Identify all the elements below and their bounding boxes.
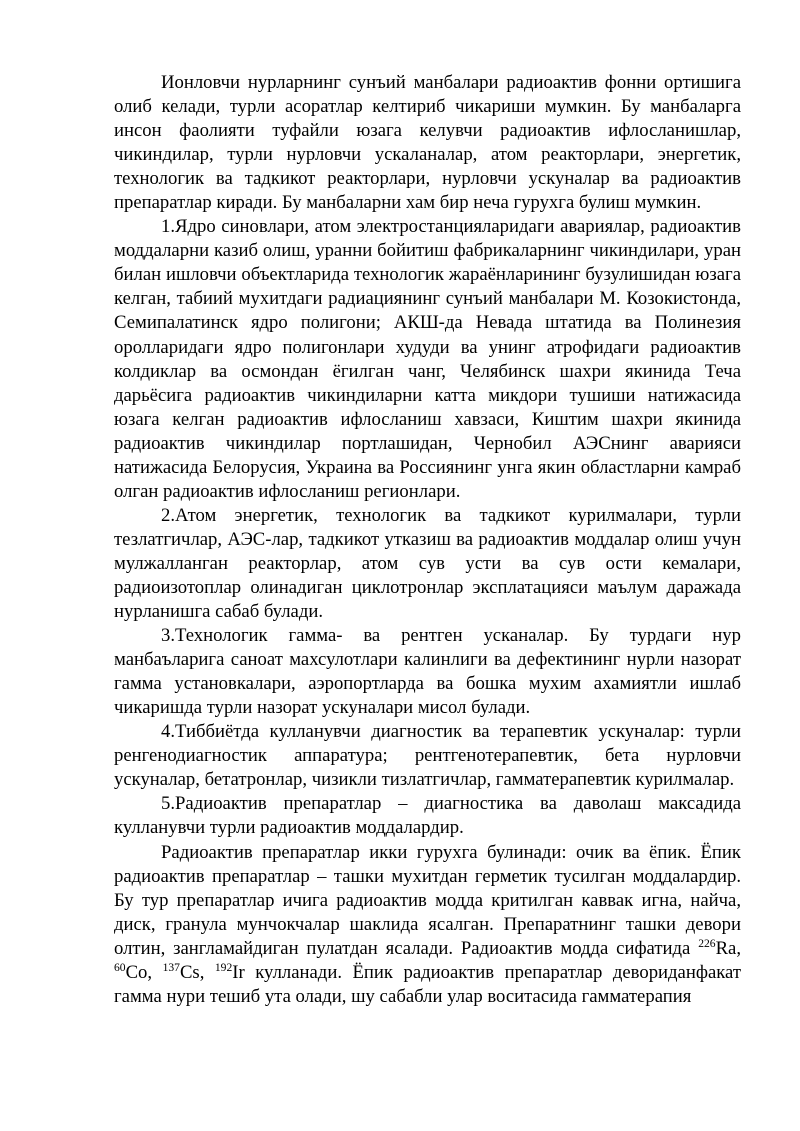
document-page <box>114 71 741 1009</box>
isotope-mass: 60 <box>114 960 126 974</box>
paragraph-text-start: Радиоактив препаратлар икки гурухга булинади: очик ва ёпик. Ёпик радиоактив препаратлар – ташки мухитдан герметик тусилган моддалардир. Бу тур препаратлар ичига радиоактив модда критилган каввак игна, найча, диск, гранула мунчокчалар шаклида ясалган. Препаратнинг ташки девори олтин, зангламайдиган пулатдан ясалади. Радиоактив модда сифатида <box>114 841 741 959</box>
paragraph-item-5: 5.Радиоактив препаратлар – диагностика ва даволаш максадида кулланувчи турли радиоактив моддалардир. <box>114 793 741 839</box>
isotope-symbol: Ir <box>232 961 245 983</box>
isotope-separator: , <box>199 961 215 983</box>
isotope-symbol: Co <box>125 961 148 983</box>
paragraph-item-3: 3.Технологик гамма- ва рентген усканалар. Бу турдаги нур манбаъларига саноат махсулотлари калинлиги ва дефектининг нурли назорат гамма установкалари, аэропортларда ва бошка мухим ахамиятли ишлаб чикаришда турли назорат ускуналари мисол булади. <box>114 625 741 719</box>
isotope-mass: 137 <box>162 960 180 974</box>
isotope-symbol: Cs <box>179 961 200 983</box>
isotope-separator: , <box>736 937 741 959</box>
paragraph-item-4: 4.Тиббиётда кулланувчи диагностик ва терапевтик ускуналар: турли ренгенодиагностик аппаратура; рентгенотерапевтик, бета нурловчи ускуналар, бетатронлар, чизикли тизлатгичлар, гамматерапевтик курилмалар. <box>114 721 741 791</box>
paragraph-intro: Ионловчи нурларнинг сунъий манбалари радиоактив фонни ортишига олиб келади, турли асоратлар келтириб чикариши мумкин. Бу манбаларга инсон фаолияти туфайли юзага келувчи радиоактив ифлосланишлар, чикиндилар, турли нурловчи ускаланалар, атом реакторлари, энергетик, технологик ва тадкикот реакторлари, нурловчи ускуналар ва радиоактив препаратлар киради. Бу манбаларни хам бир неча гурухга булиш мумкин. <box>114 72 741 214</box>
isotope-mass: 192 <box>214 960 233 974</box>
isotope-separator: , <box>147 961 163 983</box>
isotope-separator <box>245 962 256 983</box>
paragraph-preparations <box>114 841 741 1009</box>
isotope-mass: 226 <box>698 936 716 950</box>
isotope-symbol: Ra <box>715 937 737 959</box>
paragraph-text-end: кулланади. Ёпик радиоактив препаратлар девориданфакат гамма нури тешиб ута олади, шу сабабли улар воситасида гамматерапия <box>114 961 742 1007</box>
paragraph-item-2: 2.Атом энергетик, технологик ва тадкикот курилмалари, турли тезлатгичлар, АЭС-лар, тадкикот утказиш ва радиоактив моддалар олиш учун мулжалланган реакторлар, атом сув усти ва сув ости кемалари, радиоизотоплар олинадиган циклотронлар эксплатацияси маълум даражада нурланишга сабаб булади. <box>114 504 741 623</box>
paragraph-item-1: 1.Ядро синовлари, атом электростанцияларидаги авариялар, радиоактив моддаларни казиб олиш, уранни бойитиш фабрикаларнинг чикиндилари, уран билан ишловчи объектларида технологик жараёнларининг бузулишидан юзага келган, табиий мухитдаги радиациянинг сунъий манбалари М. Козокистонда, Семипалатинск ядро полигони; АКШ-да Невада штатида ва Полинезия оролларидаги ядро полигонлари худуди ва унинг атрофидаги радиоактив колдиклар ва осмондан ёгилган чанг, Челябинск шахри якинида Теча дарьёсига радиоактив чикиндиларни катта микдори тушиши натижасида юзага келган радиоактив ифлосланиш хавзаси, Киштим шахри якинида радиоактив чикиндилар портлашидан, Чернобил АЭСнинг аварияси натижасида Белорусия, Украина ва Россиянинг унга якин областларни камраб олган радиоактив ифлосланиш регионлари. <box>114 216 741 502</box>
